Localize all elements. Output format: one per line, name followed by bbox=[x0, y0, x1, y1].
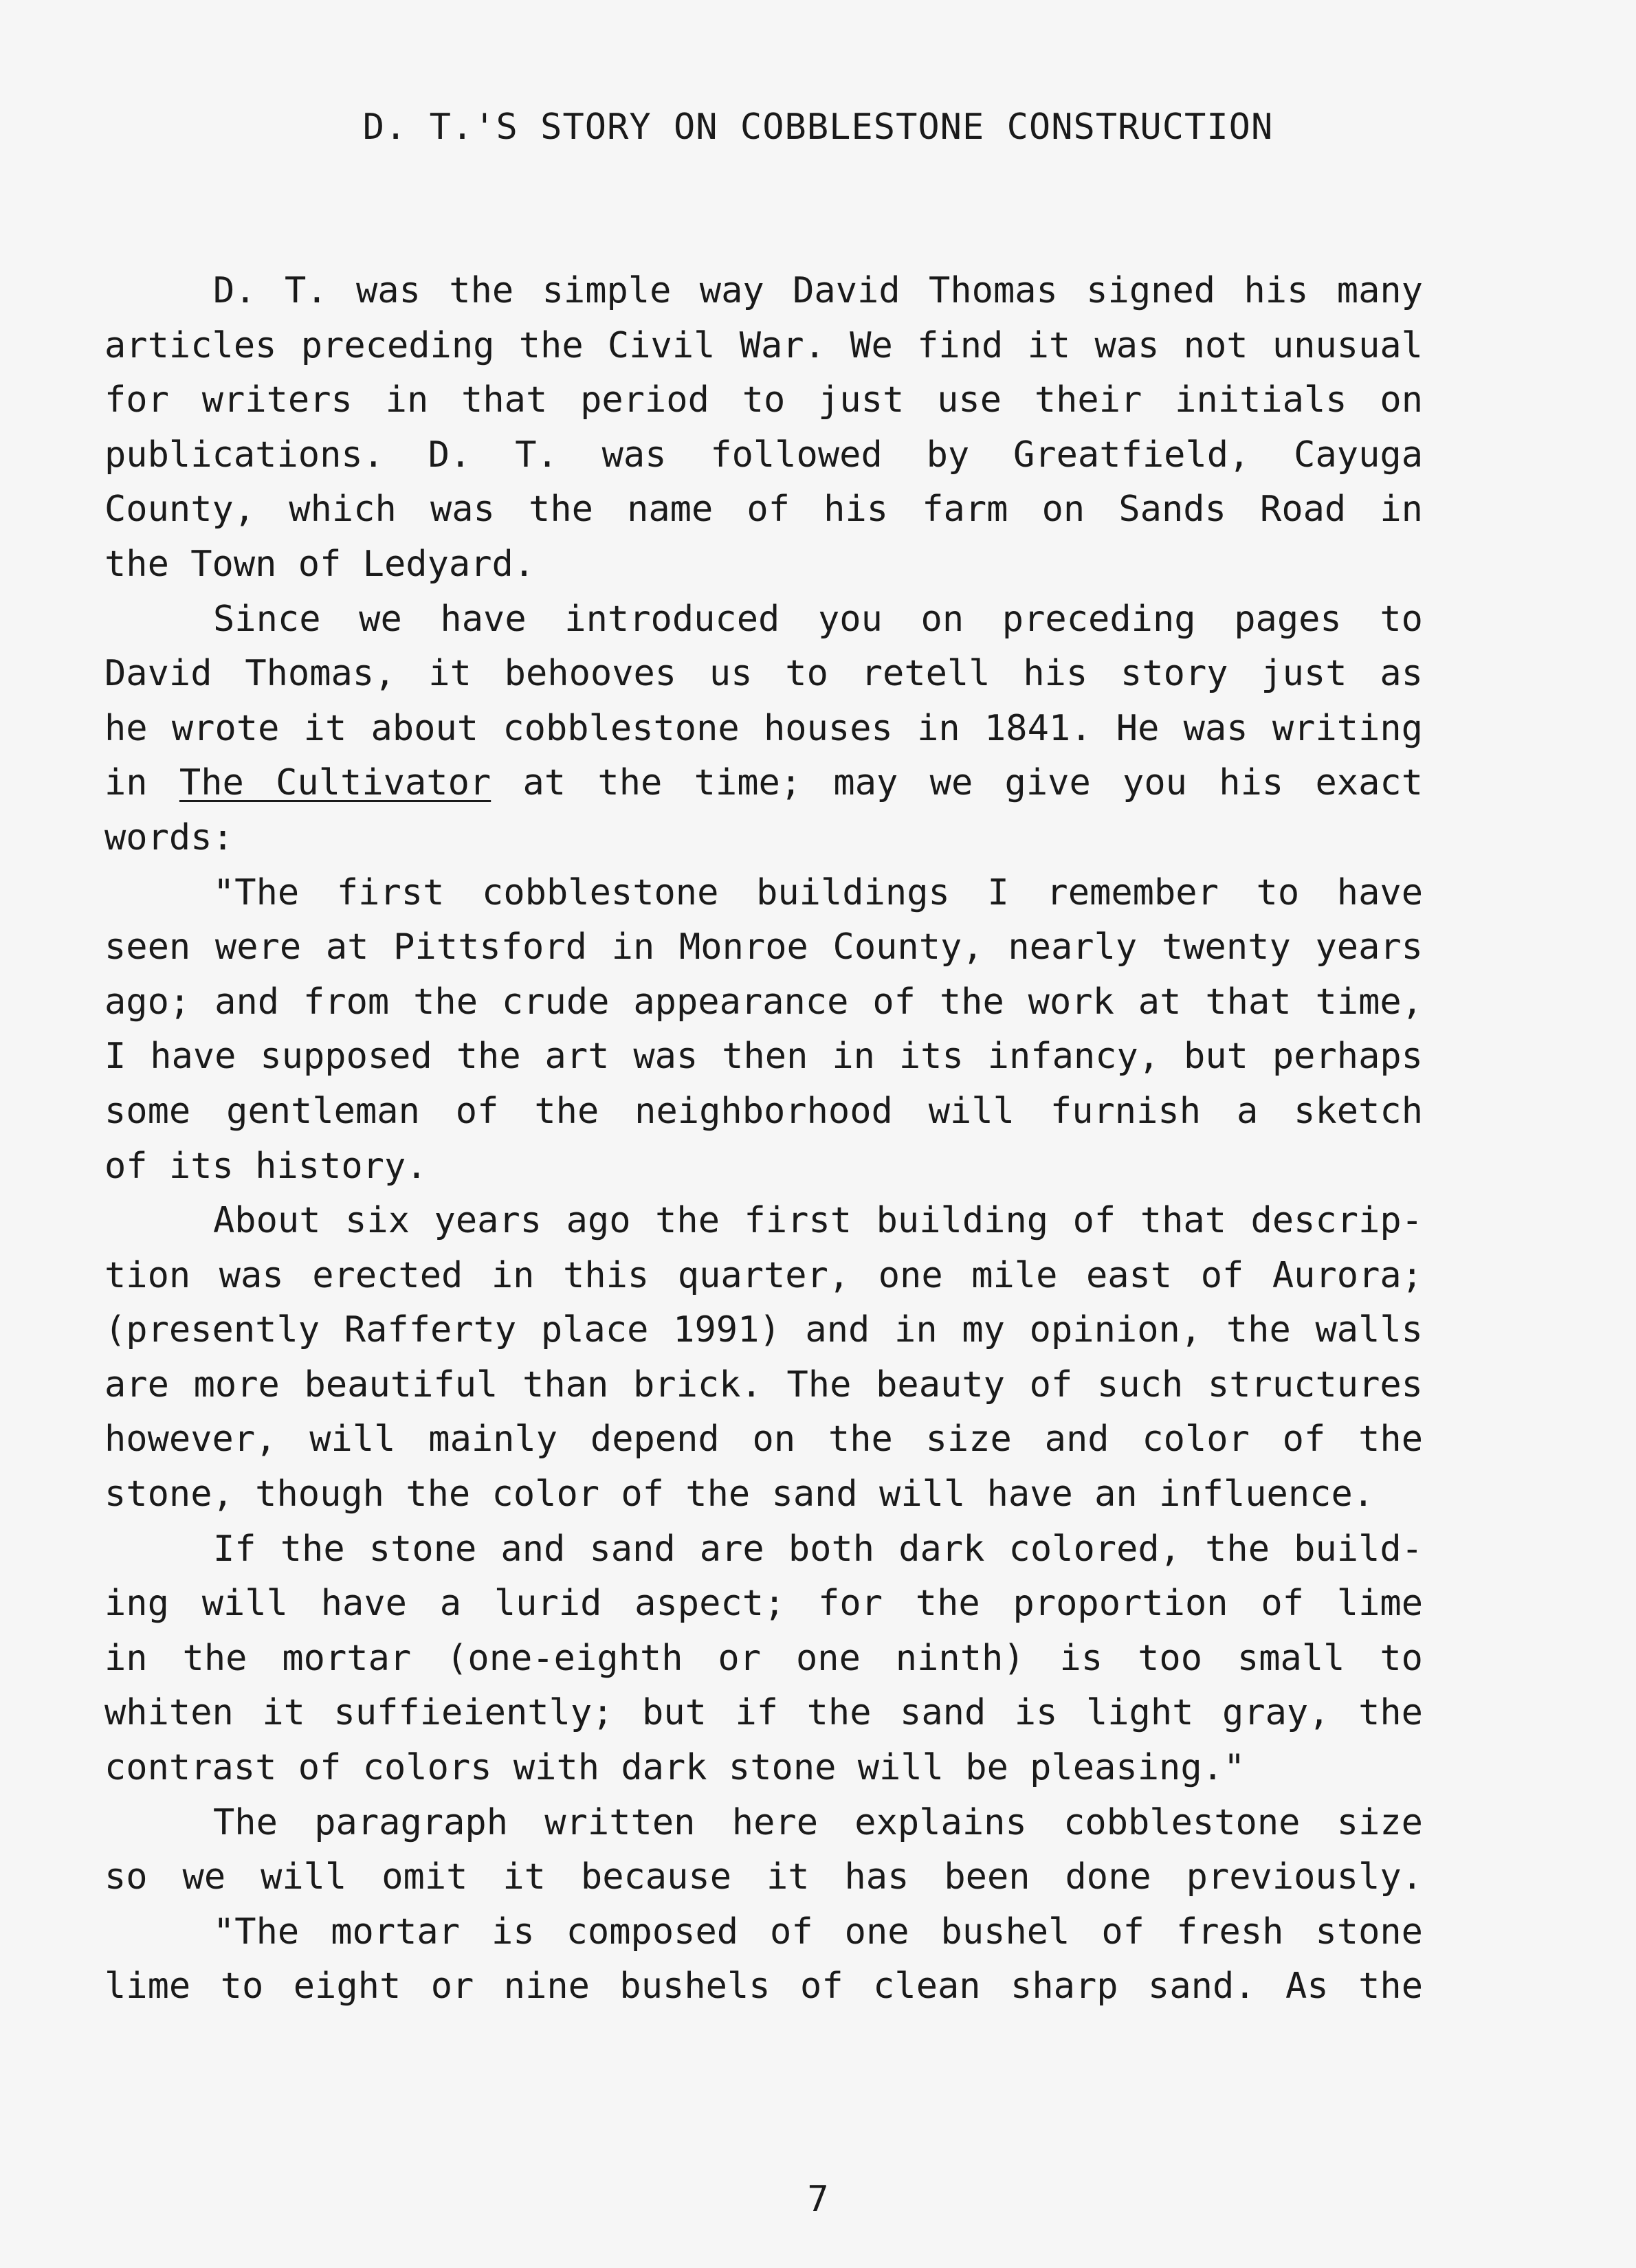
text-line: stone, though the color of the sand will have an influence. bbox=[104, 1474, 1375, 1515]
body-text bbox=[104, 264, 1423, 2014]
text-fragment: in bbox=[104, 762, 148, 804]
text-line: words: bbox=[104, 816, 234, 858]
text-line: contrast of colors with dark stone will be pleasing." bbox=[104, 1747, 1246, 1789]
text-line: in the mortar (one-eighth or one ninth) is too small to bbox=[104, 1637, 1423, 1679]
text-line: for writers in that period to just use their initials on bbox=[104, 379, 1423, 421]
text-line: D. T. was the simple way David Thomas signed his many bbox=[213, 270, 1423, 311]
text-line: "The first cobblestone buildings I remember to have bbox=[213, 871, 1423, 913]
text-line: lime to eight or nine bushels of clean sharp sand. As the bbox=[104, 1966, 1423, 2008]
text-line: (presently Rafferty place 1991) and in my opinion, the walls bbox=[104, 1309, 1423, 1351]
text-line: he wrote it about cobblestone houses in 1841. He was writing bbox=[104, 707, 1423, 749]
text-fragment: at the time; may we give you his exact bbox=[522, 762, 1424, 804]
text-line: David Thomas, it behooves us to retell his story just as bbox=[104, 653, 1423, 695]
text-line: tion was erected in this quarter, one mile east of Aurora; bbox=[104, 1254, 1423, 1296]
text-line: of its history. bbox=[104, 1145, 428, 1187]
text-line: "The mortar is composed of one bushel of fresh stone bbox=[213, 1911, 1423, 1953]
page-number: 7 bbox=[807, 2179, 829, 2220]
text-line: Since we have introduced you on preceding pages to bbox=[213, 598, 1423, 640]
text-line: seen were at Pittsford in Monroe County, nearly twenty years bbox=[104, 926, 1423, 968]
text-line: however, will mainly depend on the size and color of the bbox=[104, 1419, 1423, 1460]
text-line: County, which was the name of his farm on Sands Road in bbox=[104, 489, 1423, 531]
text-line: publications. D. T. was followed by Greatfield, Cayuga bbox=[104, 434, 1423, 476]
text-line: are more beautiful than brick. The beauty of such structures bbox=[104, 1364, 1423, 1405]
text-line: The paragraph written here explains cobblestone size bbox=[213, 1801, 1423, 1843]
publication-title: The Cultivator bbox=[179, 762, 491, 804]
text-line: whiten it suffieiently; but if the sand is light gray, the bbox=[104, 1692, 1423, 1734]
page-title: D. T.'S STORY ON COBBLESTONE CONSTRUCTION bbox=[362, 107, 1274, 148]
text-line-with-publication-title bbox=[104, 756, 1423, 811]
text-line: some gentleman of the neighborhood will furnish a sketch bbox=[104, 1090, 1423, 1132]
text-line: I have supposed the art was then in its infancy, but perhaps bbox=[104, 1036, 1423, 1078]
text-line: About six years ago the first building of that descrip- bbox=[213, 1200, 1423, 1242]
text-line: the Town of Ledyard. bbox=[104, 543, 535, 585]
text-line: articles preceding the Civil War. We find it was not unusual bbox=[104, 324, 1423, 366]
text-line: so we will omit it because it has been done previously. bbox=[104, 1856, 1423, 1898]
text-line: ago; and from the crude appearance of the work at that time, bbox=[104, 981, 1423, 1023]
text-line: ing will have a lurid aspect; for the proportion of lime bbox=[104, 1583, 1423, 1625]
text-line: If the stone and sand are both dark colored, the build- bbox=[213, 1528, 1423, 1570]
